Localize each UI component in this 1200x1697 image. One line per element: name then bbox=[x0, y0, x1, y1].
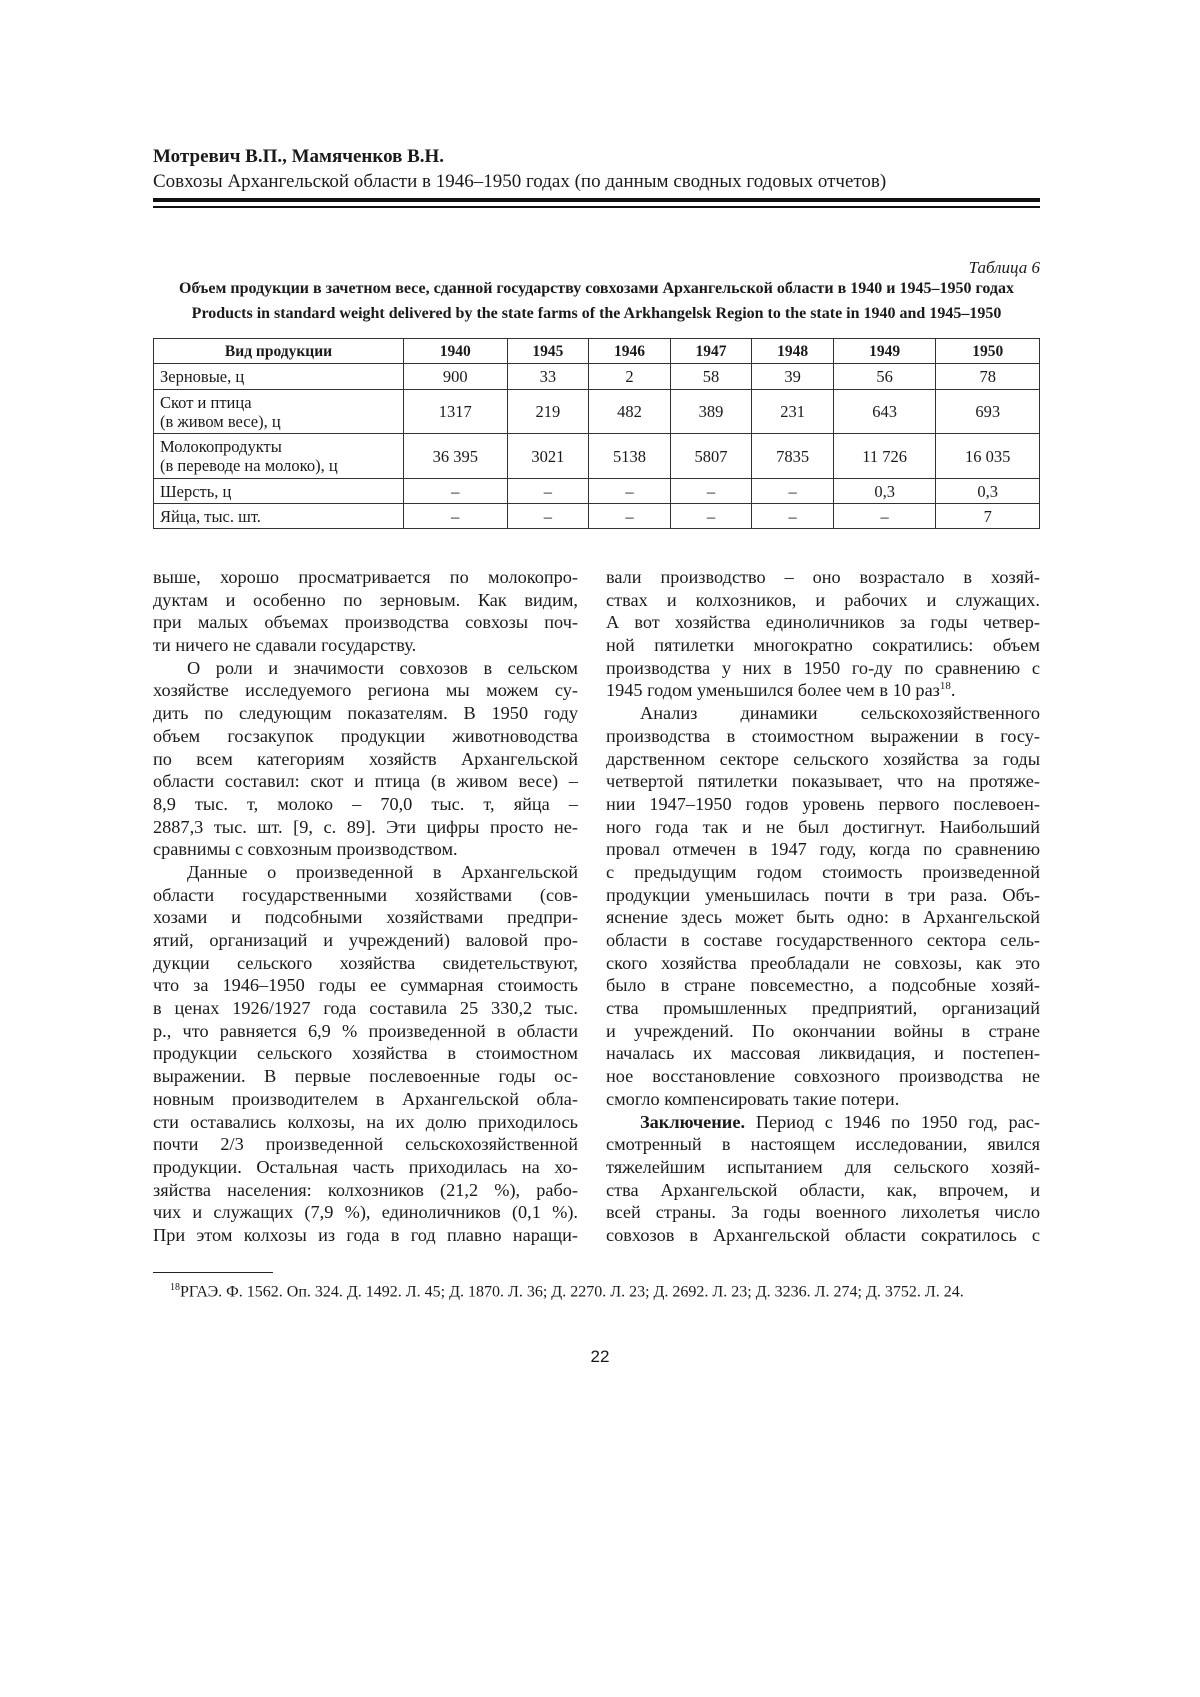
text-line: сти оставались колхозы, на их долю приходилось bbox=[153, 1111, 578, 1134]
text-line: четвертой пятилетки показывает, что на протяже- bbox=[606, 770, 1040, 793]
text-line: с предыдущим годом стоимость произведенной bbox=[606, 861, 1040, 884]
table-cell: 900 bbox=[404, 364, 508, 390]
text-line bbox=[606, 679, 1040, 702]
page-number: 22 bbox=[0, 1347, 1200, 1367]
table-cell: 3021 bbox=[507, 434, 589, 479]
text-line: ствах и колхозников, и рабочих и служащих. bbox=[606, 589, 1040, 612]
text-line: ного года так и не был достигнут. Наибольший bbox=[606, 816, 1040, 839]
footnote-ref: 18 bbox=[940, 680, 951, 692]
table-cell: 56 bbox=[833, 364, 935, 390]
text-line: что за 1946–1950 годы ее суммарная стоимость bbox=[153, 974, 578, 997]
text-line: по всем категориям хозяйств Архангельской bbox=[153, 748, 578, 771]
table-cell: 33 bbox=[507, 364, 589, 390]
line-text: Период с 1946 по 1950 год, рас- bbox=[745, 1112, 1040, 1132]
text-line: тяжелейшим испытанием для сельского хозяй- bbox=[606, 1156, 1040, 1179]
text-line: области составил: скот и птица (в живом весе) – bbox=[153, 770, 578, 793]
text-line: О роли и значимости совхозов в сельском bbox=[153, 657, 578, 680]
table-cell: 0,3 bbox=[833, 479, 935, 504]
text-line: ства промышленных предприятий, организаций bbox=[606, 997, 1040, 1020]
table-cell: 2 bbox=[589, 364, 671, 390]
right-text-column bbox=[606, 566, 1040, 1247]
text-line bbox=[606, 1111, 1040, 1134]
text-line: ное восстановление совхозного производства не bbox=[606, 1065, 1040, 1088]
row-label-line: Скот и птица bbox=[160, 393, 397, 412]
text-line: Данные о произведенной в Архангельской bbox=[153, 861, 578, 884]
table-cell: 7835 bbox=[752, 434, 834, 479]
text-line: смогло компенсировать такие потери. bbox=[606, 1088, 1040, 1111]
row-label bbox=[154, 504, 404, 529]
row-label bbox=[154, 364, 404, 390]
text-line: области государственными хозяйствами (сов- bbox=[153, 884, 578, 907]
row-label bbox=[154, 434, 404, 479]
table-header-row bbox=[154, 339, 1040, 364]
header-rule-thick bbox=[153, 198, 1040, 202]
text-line: хозяйстве исследуемого региона мы можем су- bbox=[153, 679, 578, 702]
text-line: производства у них в 1950 го-ду по сравнению с bbox=[606, 657, 1040, 680]
table-cell: 389 bbox=[670, 390, 752, 434]
table-cell: 58 bbox=[670, 364, 752, 390]
table-cell: 78 bbox=[936, 364, 1040, 390]
table-cell: – bbox=[670, 504, 752, 529]
footnote-mark: 18 bbox=[170, 1282, 180, 1293]
column-header: 1950 bbox=[936, 339, 1040, 364]
table-cell: 11 726 bbox=[833, 434, 935, 479]
column-header: 1949 bbox=[833, 339, 935, 364]
text-line: ти ничего не сдавали государству. bbox=[153, 634, 578, 657]
text-line: ятий, организаций и учреждений) валовой про- bbox=[153, 929, 578, 952]
table-cell: – bbox=[589, 479, 671, 504]
text-line: выражении. В первые послевоенные годы ос- bbox=[153, 1065, 578, 1088]
row-label-line: (в живом весе), ц bbox=[160, 412, 397, 431]
table-cell: 1317 bbox=[404, 390, 508, 434]
table-cell: 16 035 bbox=[936, 434, 1040, 479]
text-line: ной пятилетки многократно сократились: объем bbox=[606, 634, 1040, 657]
table-cell: – bbox=[670, 479, 752, 504]
table-cell: 36 395 bbox=[404, 434, 508, 479]
text-line: А вот хозяйства единоличников за годы четвер- bbox=[606, 611, 1040, 634]
table-cell: 219 bbox=[507, 390, 589, 434]
text-line: и учреждений. По окончании войны в стране bbox=[606, 1020, 1040, 1043]
footnote-text: РГАЭ. Ф. 1562. Оп. 324. Д. 1492. Л. 45; Д. 1870. Л. 36; Д. 2270. Л. 23; Д. 2692. Л. 23; Д. 3236. Л. 274; Д. 3752. Л. 24. bbox=[180, 1283, 964, 1300]
text-line: 8,9 тыс. т, молоко – 70,0 тыс. т, яйца – bbox=[153, 793, 578, 816]
text-line: новным производителем в Архангельской обла- bbox=[153, 1088, 578, 1111]
text-line: нии 1947–1950 годов уровень первого послевоен- bbox=[606, 793, 1040, 816]
text-line: дарственном секторе сельского хозяйства за годы bbox=[606, 748, 1040, 771]
text-line: сравнимы с совхозным производством. bbox=[153, 838, 578, 861]
text-line: объем госзакупок продукции животноводства bbox=[153, 725, 578, 748]
text-line: хозами и подсобными хозяйствами предпри- bbox=[153, 906, 578, 929]
table-cell: 0,3 bbox=[936, 479, 1040, 504]
text-line: дуктам и особенно по зерновым. Как видим, bbox=[153, 589, 578, 612]
table-cell: – bbox=[833, 504, 935, 529]
text-line: вали производство – оно возрастало в хозяй- bbox=[606, 566, 1040, 589]
table-cell: 693 bbox=[936, 390, 1040, 434]
row-label-line: Шерсть, ц bbox=[160, 482, 397, 501]
running-head-title: Совхозы Архангельской области в 1946–1950 годах (по данным сводных годовых отчетов) bbox=[153, 171, 886, 193]
row-label-line: Яйца, тыс. шт. bbox=[160, 507, 397, 526]
text-line: ского хозяйства преобладали не совхозы, как это bbox=[606, 952, 1040, 975]
text-line: было в стране повсеместно, а подсобные хозяй- bbox=[606, 974, 1040, 997]
text-line: провал отмечен в 1947 году, когда по сравнению bbox=[606, 838, 1040, 861]
text-line: при малых объемах производства совхозы поч- bbox=[153, 611, 578, 634]
text-line: в ценах 1926/1927 года составила 25 330,2 тыс. bbox=[153, 997, 578, 1020]
table-cell: 231 bbox=[752, 390, 834, 434]
running-head-authors: Мотревич В.П., Мамяченков В.Н. bbox=[153, 146, 444, 168]
row-label bbox=[154, 390, 404, 434]
bold-lead: Заключение. bbox=[640, 1112, 745, 1132]
text-line: выше, хорошо просматривается по молокопро- bbox=[153, 566, 578, 589]
row-label bbox=[154, 479, 404, 504]
table-cell: 643 bbox=[833, 390, 935, 434]
table-cell: – bbox=[752, 504, 834, 529]
column-header: 1946 bbox=[589, 339, 671, 364]
line-text: 1945 годом уменьшился более чем в 10 раз bbox=[606, 680, 940, 700]
text-line: началась их массовая ликвидация, и постепен- bbox=[606, 1042, 1040, 1065]
table-cell: 5807 bbox=[670, 434, 752, 479]
text-line: совхозов в Архангельской области сократилось с bbox=[606, 1224, 1040, 1247]
table-cell: – bbox=[404, 479, 508, 504]
header-rule-thin bbox=[153, 206, 1040, 208]
text-line: р., что равняется 6,9 % произведенной в области bbox=[153, 1020, 578, 1043]
table-row bbox=[154, 390, 1040, 434]
text-line: всей страны. За годы военного лихолетья число bbox=[606, 1201, 1040, 1224]
table-cell: – bbox=[589, 504, 671, 529]
text-line: 2887,3 тыс. шт. [9, с. 89]. Эти цифры просто не- bbox=[153, 816, 578, 839]
table-cell: – bbox=[752, 479, 834, 504]
table-cell: 7 bbox=[936, 504, 1040, 529]
text-line: зяйства населения: колхозников (21,2 %), рабо- bbox=[153, 1179, 578, 1202]
text-line: дукции сельского хозяйства свидетельствуют, bbox=[153, 952, 578, 975]
column-header: 1947 bbox=[670, 339, 752, 364]
table-title-en: Products in standard weight delivered by the state farms of the Arkhangelsk Region to the state in 1940 and 1945–1950 bbox=[153, 305, 1040, 323]
footnote-rule bbox=[153, 1272, 273, 1273]
text-line: продукции сельского хозяйства в стоимостном bbox=[153, 1042, 578, 1065]
table-title-ru: Объем продукции в зачетном весе, сданной государству совхозами Архангельской области в 1940 и 1945–1950 годах bbox=[153, 280, 1040, 298]
text-line: области в составе государственного сектора сель- bbox=[606, 929, 1040, 952]
table-cell: – bbox=[507, 504, 589, 529]
text-line: смотренный в настоящем исследовании, явился bbox=[606, 1133, 1040, 1156]
text-line: ства Архангельской области, как, впрочем, и bbox=[606, 1179, 1040, 1202]
row-label-line: Зерновые, ц bbox=[160, 367, 397, 386]
table-cell: – bbox=[507, 479, 589, 504]
text-line: Анализ динамики сельскохозяйственного bbox=[606, 702, 1040, 725]
text-line: продукции. Остальная часть приходилась на хо- bbox=[153, 1156, 578, 1179]
row-label-line: (в переводе на молоко), ц bbox=[160, 456, 397, 475]
table-cell: 482 bbox=[589, 390, 671, 434]
column-header: 1940 bbox=[404, 339, 508, 364]
table-cell: 39 bbox=[752, 364, 834, 390]
column-header: Вид продукции bbox=[154, 339, 404, 364]
table-row bbox=[154, 479, 1040, 504]
table-cell: – bbox=[404, 504, 508, 529]
text-line: При этом колхозы из года в год плавно наращи- bbox=[153, 1224, 578, 1247]
table-cell: 5138 bbox=[589, 434, 671, 479]
footnote bbox=[170, 1282, 964, 1301]
text-line: чих и служащих (7,9 %), единоличников (0,1 %). bbox=[153, 1201, 578, 1224]
column-header: 1945 bbox=[507, 339, 589, 364]
text-line: дить по следующим показателям. В 1950 году bbox=[153, 702, 578, 725]
table-row bbox=[154, 504, 1040, 529]
row-label-line: Молокопродукты bbox=[160, 437, 397, 456]
table-number: Таблица 6 bbox=[969, 258, 1040, 278]
left-text-column bbox=[153, 566, 578, 1247]
text-line: производства в стоимостном выражении в госу- bbox=[606, 725, 1040, 748]
production-table bbox=[153, 338, 1040, 529]
table-row bbox=[154, 434, 1040, 479]
text-line: продукции уменьшилась почти в три раза. Объ- bbox=[606, 884, 1040, 907]
table-row bbox=[154, 364, 1040, 390]
column-header: 1948 bbox=[752, 339, 834, 364]
text-line: почти 2/3 произведенной сельскохозяйственной bbox=[153, 1133, 578, 1156]
line-text: . bbox=[951, 680, 956, 700]
text-line: яснение здесь может быть одно: в Архангельской bbox=[606, 906, 1040, 929]
